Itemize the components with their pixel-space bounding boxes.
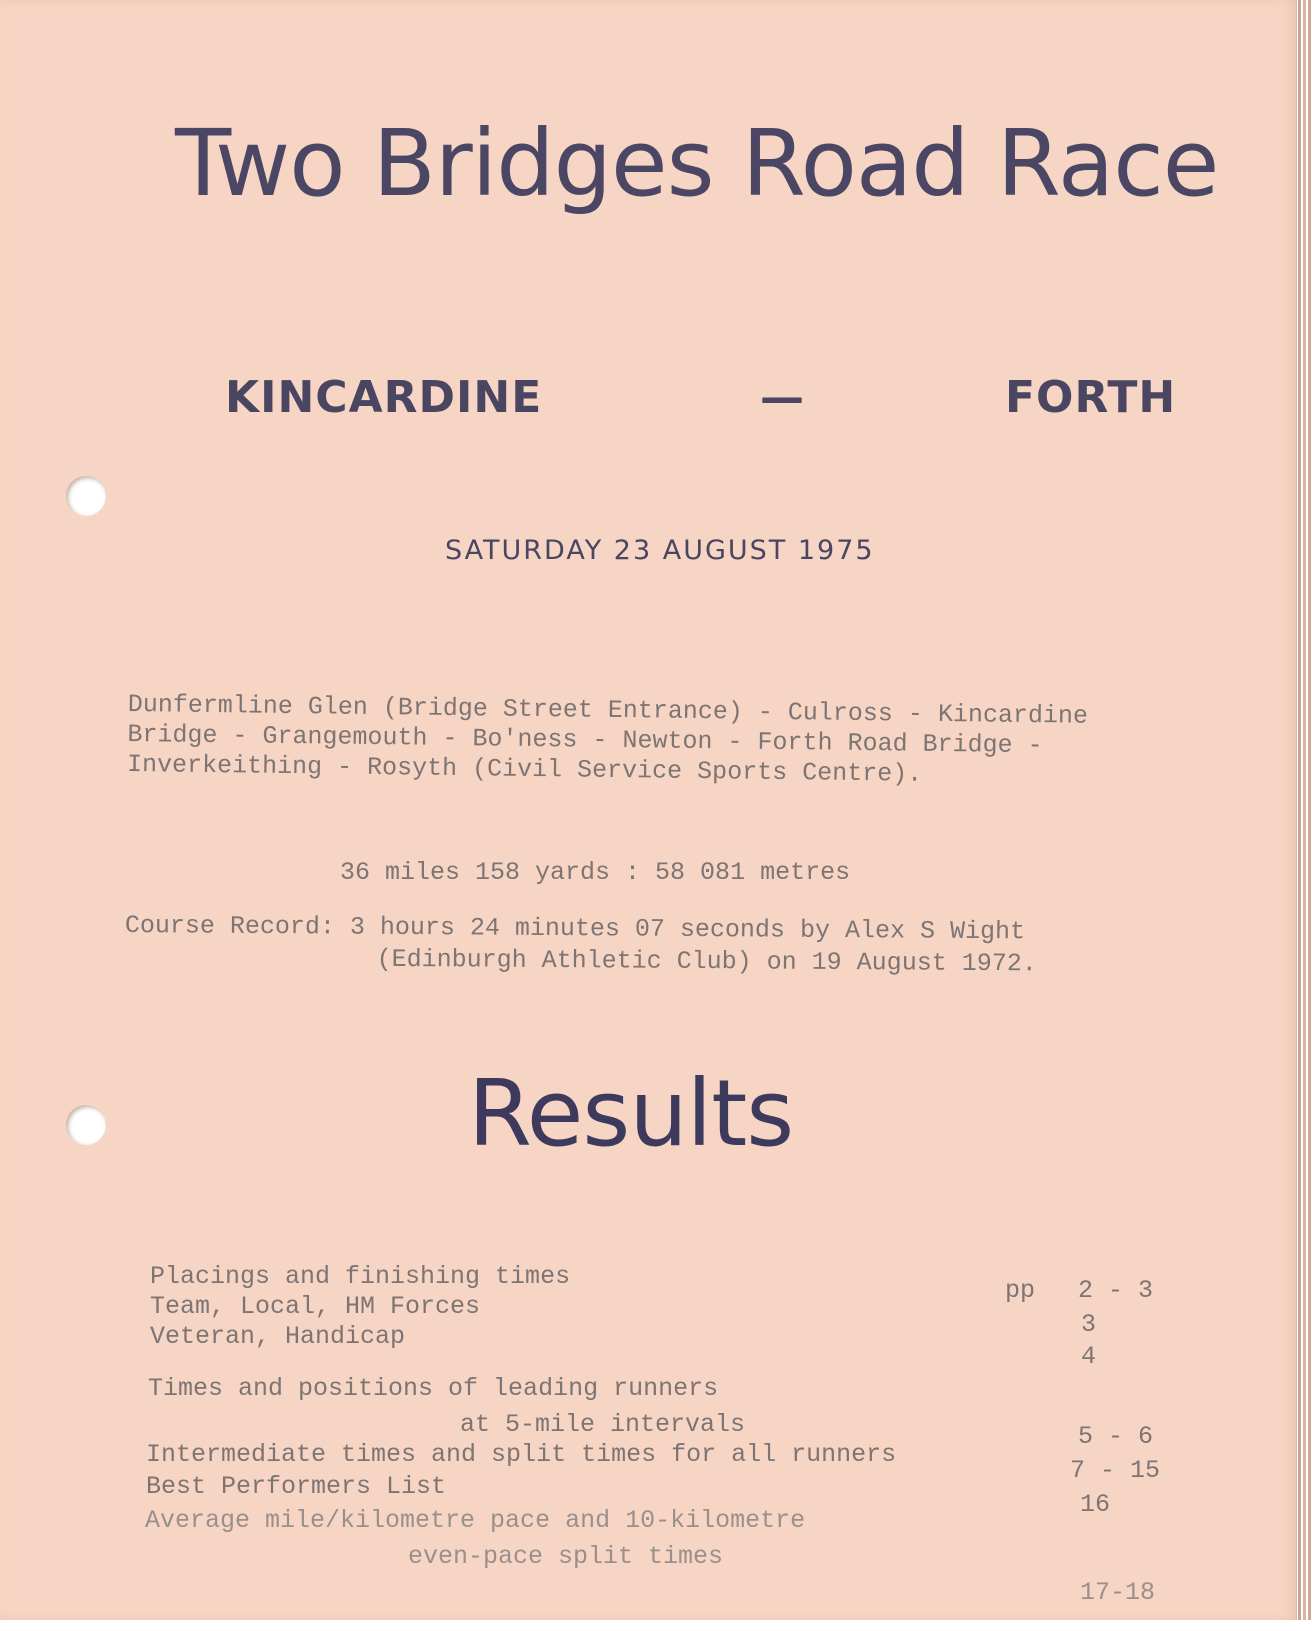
contents-item <box>150 1292 480 1321</box>
contents-item-label: Veteran, Handicap <box>150 1322 406 1351</box>
course-description-line: Inverkeithing - Rosyth (Civil Service Sports Centre). <box>126 749 923 789</box>
contents-item-label: Team, Local, HM Forces <box>150 1292 481 1321</box>
route-end: FORTH <box>1005 372 1177 423</box>
contents-item-pages: 17-18 <box>1080 1578 1156 1607</box>
contents-item <box>150 1262 570 1291</box>
contents-item-label: Best Performers List <box>146 1472 447 1501</box>
contents-item-label: Average mile/kilometre pace and 10-kilometre <box>145 1506 806 1535</box>
contents-item <box>460 1410 745 1439</box>
contents-item-pages: 5 - 6 <box>1078 1422 1154 1451</box>
pages-prefix: pp <box>1005 1276 1036 1305</box>
course-description <box>127 690 1088 792</box>
punch-hole <box>66 476 106 516</box>
page-edge <box>1298 0 1301 1620</box>
contents-item <box>150 1322 405 1351</box>
race-date: SATURDAY 23 AUGUST 1975 <box>445 535 875 566</box>
route-start: KINCARDINE <box>225 372 543 423</box>
contents-item <box>146 1440 896 1469</box>
contents-item-pages: 2 - 3 <box>1078 1276 1154 1305</box>
results-heading: Results <box>468 1060 794 1167</box>
page-edge <box>1308 0 1311 1620</box>
course-record-line: (Edinburgh Athletic Club) on 19 August 1972. <box>376 944 1037 979</box>
course-record-line: Course Record: 3 hours 24 minutes 07 seconds by Alex S Wight <box>124 911 1026 947</box>
contents-item <box>148 1374 718 1403</box>
contents-item-pages: 7 - 15 <box>1070 1456 1161 1485</box>
contents-item-pages: 16 <box>1080 1490 1111 1519</box>
page-edge <box>1303 0 1306 1620</box>
contents-item-pages: 3 <box>1081 1310 1097 1339</box>
course-description-line: Dunfermline Glen (Bridge Street Entrance) - Culross - Kincardine <box>127 690 1089 731</box>
contents-item <box>145 1506 805 1535</box>
contents-item-label: Placings and finishing times <box>150 1262 571 1291</box>
course-record <box>125 910 1038 980</box>
contents-item-label: at 5-mile intervals <box>460 1410 746 1439</box>
document-title: Two Bridges Road Race <box>175 110 1219 217</box>
contents-item <box>408 1542 723 1571</box>
contents-item-pages: 4 <box>1081 1342 1097 1371</box>
route-separator: — <box>760 372 805 423</box>
course-description-line: Bridge - Grangemouth - Bo'ness - Newton - Forth Road Bridge - <box>127 719 1043 761</box>
course-distance: 36 miles 158 yards : 58 081 metres <box>340 858 851 887</box>
contents-item <box>146 1472 446 1501</box>
contents-item-label: Times and positions of leading runners <box>148 1374 719 1403</box>
contents-item-label: even-pace split times <box>408 1542 724 1571</box>
punch-hole <box>66 1105 106 1145</box>
contents-item-label: Intermediate times and split times for all runners <box>146 1440 897 1469</box>
